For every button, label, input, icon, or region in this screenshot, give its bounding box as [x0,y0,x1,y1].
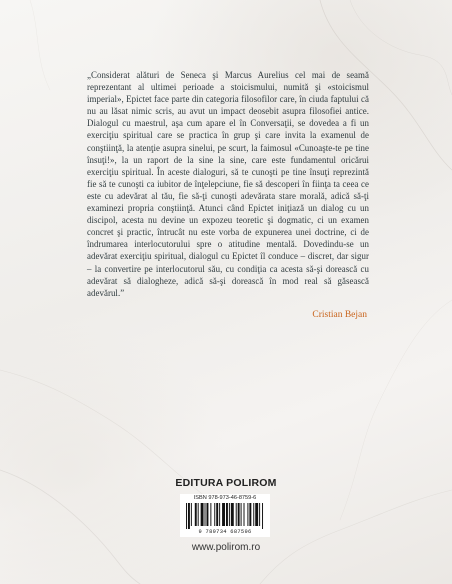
isbn-barcode-box [180,494,270,537]
barcode-digits: 9 789734 687596 [198,529,252,535]
book-blurb: „Considerat alături de Seneca şi Marcus Aurelius cel mai de seamă reprezentant al ultimei perioade a stoicismului, numită şi «stoicismul imperial», Epictet face parte din categoria filosofilor care, în ciuda faptului că nu au lăsat nimic scris, au avut un impact deosebit asupra filosofiei antice. Dialogul cu maestrul, aşa cum apare el în Conversaţii, se dovedea a fi un exerciţiu spiritual care se practica în grup şi care invita la examenul de conştiinţă, la atenţie asupra sinelui, pe scurt, la faimosul «Cunoaşte-te pe tine însuţi!», la un raport de la sine la sine, care este fundamentul oricărui exerciţiu spiritual. În aceste dialoguri, să te cunoşti pe tine însuţi reprezintă fie să te cunoşti ca iubitor de înţelepciune, fie să descoperi în fiinţa ta ceea ce este cu adevărat al tău, fie să-ţi cunoşti adevărata stare morală, adică să-ţi examinezi propria conştiinţă. Atunci când Epictet iniţiază un dialog cu un discipol, acesta nu devine un expozeu teoretic şi dogmatic, ci un examen concret şi practic, întrucât nu este vorba de expunerea unei doctrine, ci de îndrumarea interlocutorului spre o atitudine mentală. Dovedindu-se un adevărat exerciţiu spiritual, dialogul cu Epictet îl conduce – discret, dar sigur – la convertire pe interlocutorul său, cu condiţia ca acesta să-şi dorească cu adevărat să dialogheze, adică să-şi dorească în mod real să găsească adevărul.” [87,70,369,298]
isbn-number: ISBN 978-973-46-8759-6 [193,495,257,501]
publisher-website: www.polirom.ro [191,542,261,553]
blurb-author: Cristian Bejan [312,310,367,320]
publisher-name: EDITURA POLIROM [175,477,277,489]
barcode-graphic [186,503,264,529]
